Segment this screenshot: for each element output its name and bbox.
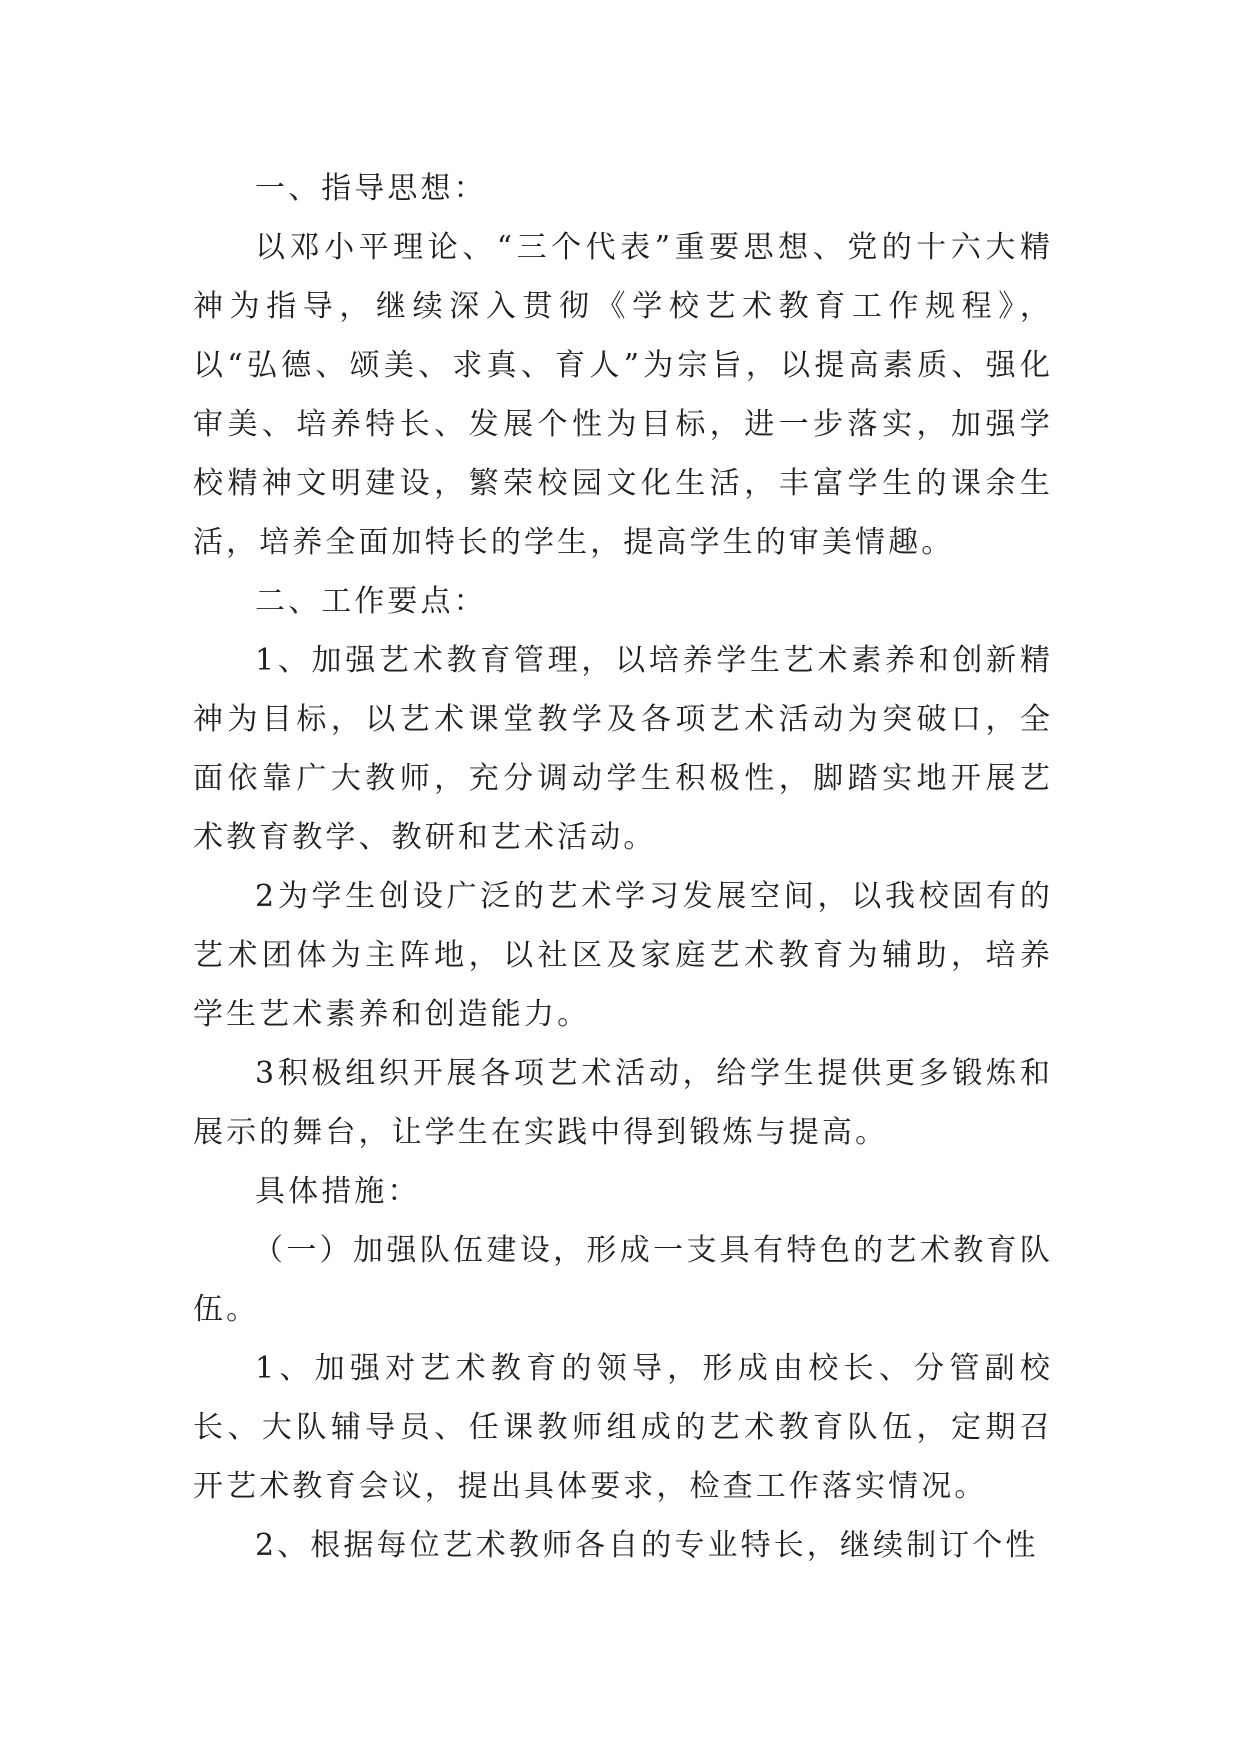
paragraph-work-point-1: 1、加强艺术教育管理，以培养学生艺术素养和创新精神为目标，以艺术课堂教学及各项艺术活动为突破口，全面依靠广大教师，充分调动学生积极性，脚踏实地开展艺术教育教学、教研和艺术活动。 [193, 643, 1053, 855]
paragraph-work-point-3: 3积极组织开展各项艺术活动，给学生提供更多锻炼和展示的舞台，让学生在实践中得到锻炼与提高。 [193, 1056, 1053, 1150]
paragraph-guiding-ideology: 以邓小平理论、“三个代表”重要思想、党的十六大精神为指导，继续深入贯彻《学校艺术教育工作规程》，以“弘德、颂美、求真、育人”为宗旨，以提高素质、强化审美、培养特长、发展个性为目标，进一步落实，加强学校精神文明建设，繁荣校园文化生活，丰富学生的课余生活，培养全面加特长的学生，提高学生的审美情趣。 [193, 230, 1053, 560]
document-body [193, 159, 1053, 1575]
paragraph-work-point-2: 2为学生创设广泛的艺术学习发展空间，以我校固有的艺术团体为主阵地，以社区及家庭艺术教育为辅助，培养学生艺术素养和创造能力。 [193, 879, 1053, 1032]
paragraph-measure-2: 2、根据每位艺术教师各自的专业特长，继续制订个性 [255, 1528, 1039, 1563]
section-heading-measures: 具体措施： [255, 1174, 421, 1209]
subheading-team-building: （一）加强队伍建设，形成一支具有特色的艺术教育队伍。 [193, 1233, 1053, 1327]
paragraph-measure-1: 1、加强对艺术教育的领导，形成由校长、分管副校长、大队辅导员、任课教师组成的艺术教育队伍，定期召开艺术教育会议，提出具体要求，检查工作落实情况。 [193, 1351, 1053, 1504]
section-heading-work-points: 二、工作要点： [255, 584, 487, 619]
section-heading-guiding-ideology: 一、指导思想： [255, 171, 487, 206]
